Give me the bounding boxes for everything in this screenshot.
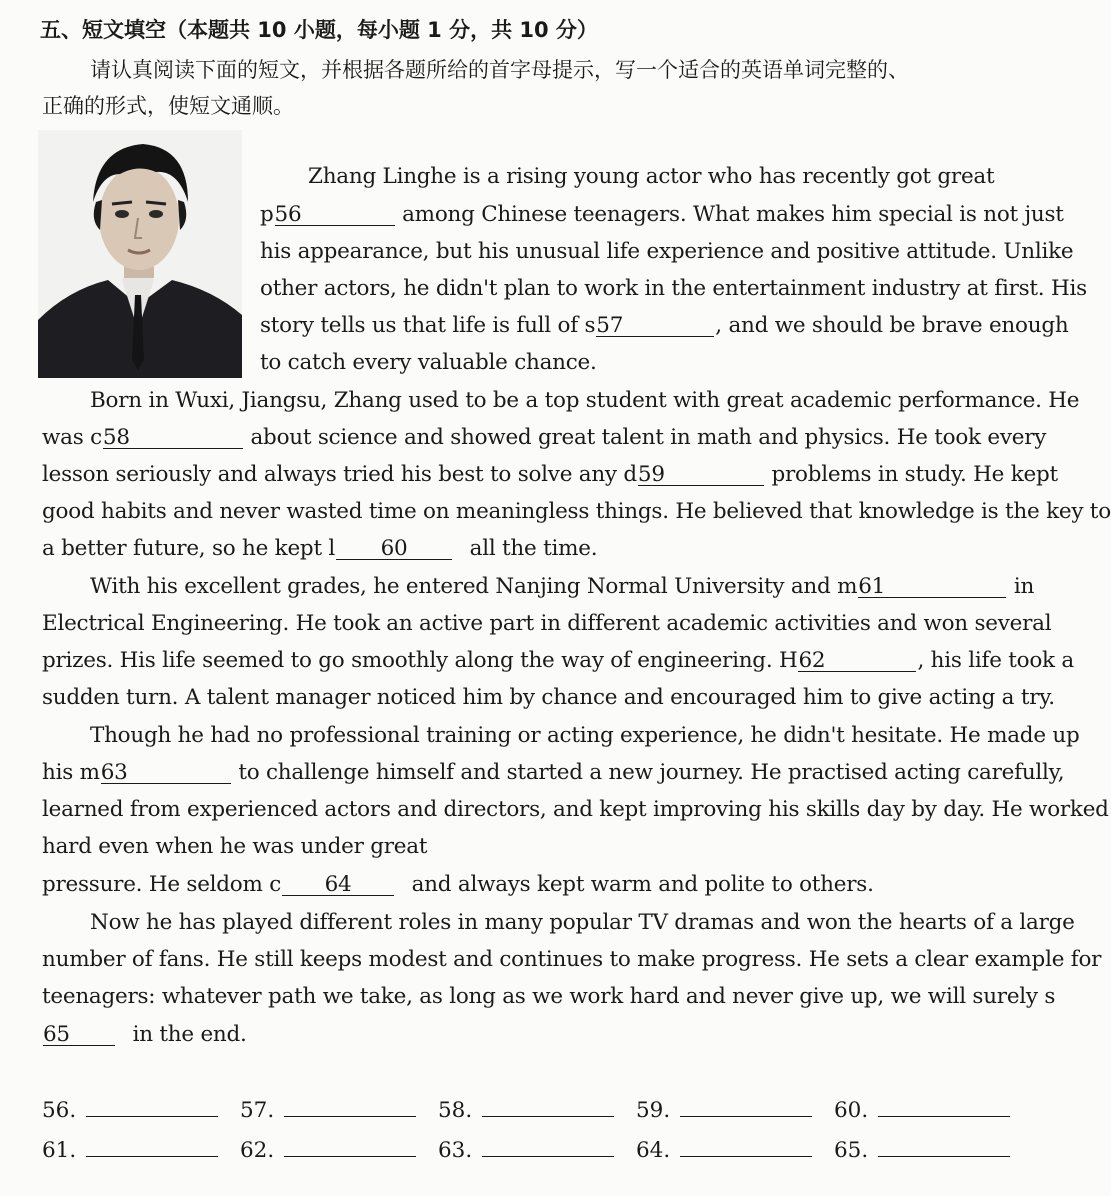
p4-line-3: learned from experienced actors and directors, and kept improving his skills day by day. He worked	[42, 797, 1109, 822]
p4-line-4: hard even when he was under great	[42, 834, 428, 859]
p5-line-1: Now he has played different roles in many popular TV dramas and won the hearts of a large	[90, 910, 1075, 935]
answer-slot[interactable]: 63.	[438, 1138, 614, 1163]
p3-line-3: prizes. His life seemed to go smoothly along the way of engineering. H62 , his life took a	[42, 648, 1074, 673]
answer-slot[interactable]: 62.	[240, 1138, 416, 1163]
blank-57[interactable]: 57	[596, 315, 714, 337]
blank-60[interactable]: 60	[336, 538, 452, 560]
answer-slot[interactable]: 57.	[240, 1098, 416, 1123]
answer-slot[interactable]: 64.	[636, 1138, 812, 1163]
p1-line-1: Zhang Linghe is a rising young actor who has recently got great	[308, 164, 995, 189]
p2-line-5: a better future, so he kept l 60 all the time.	[42, 536, 598, 561]
section-title: 五、短文填空（本题共 10 小题，每小题 1 分，共 10 分）	[40, 18, 598, 42]
p1-line-6: to catch every valuable chance.	[260, 350, 597, 375]
p3-line-1: With his excellent grades, he entered Nanjing Normal University and m61 in	[90, 574, 1035, 599]
p2-line-2: was c58 about science and showed great talent in math and physics. He took every	[42, 425, 1047, 450]
p5-line-2: number of fans. He still keeps modest and continues to make progress. He sets a clear example for	[42, 947, 1102, 972]
p2-line-1: Born in Wuxi, Jiangsu, Zhang used to be a top student with great academic performance. He	[90, 388, 1080, 413]
blank-65[interactable]: 65	[43, 1024, 115, 1046]
blank-64[interactable]: 64	[282, 874, 394, 896]
p2-line-4: good habits and never wasted time on meaningless things. He believed that knowledge is the key to	[42, 499, 1111, 524]
p4-line-2: his m63 to challenge himself and started a new journey. He practised acting carefully,	[42, 760, 1065, 785]
answer-slot[interactable]: 56.	[42, 1098, 218, 1123]
p4-line-5: pressure. He seldom c 64 and always kept warm and polite to others.	[42, 872, 874, 897]
answer-slot[interactable]: 65.	[834, 1138, 1010, 1163]
blank-58[interactable]: 58	[103, 427, 243, 449]
p3-line-2: Electrical Engineering. He took an active part in different academic activities and won several	[42, 611, 1052, 636]
p1-line-5: story tells us that life is full of s57 , and we should be brave enough	[260, 313, 1069, 338]
answer-slot[interactable]: 59.	[636, 1098, 812, 1123]
instructions-line-2: 正确的形式，使短文通顺。	[42, 94, 294, 118]
p5-line-3: teenagers: whatever path we take, as long as we work hard and never give up, we will surely s	[42, 984, 1056, 1009]
p4-line-1: Though he had no professional training or acting experience, he didn't hesitate. He made up	[90, 723, 1080, 748]
p3-line-4: sudden turn. A talent manager noticed him by chance and encouraged him to give acting a try.	[42, 685, 1055, 710]
p1-line-2: p56 among Chinese teenagers. What makes him special is not just	[260, 202, 1064, 227]
p2-line-3: lesson seriously and always tried his best to solve any d59 problems in study. He kept	[42, 462, 1058, 487]
answer-slot[interactable]: 58.	[438, 1098, 614, 1123]
blank-59[interactable]: 59	[638, 464, 764, 486]
actor-portrait	[38, 130, 242, 378]
instructions-line-1: 请认真阅读下面的短文，并根据各题所给的首字母提示，写一个适合的英语单词完整的、	[90, 58, 909, 82]
answer-slot[interactable]: 61.	[42, 1138, 218, 1163]
blank-56[interactable]: 56	[275, 204, 395, 226]
p1-line-3: his appearance, but his unusual life experience and positive attitude. Unlike	[260, 239, 1074, 264]
answer-slot[interactable]: 60.	[834, 1098, 1010, 1123]
blank-62[interactable]: 62	[798, 650, 916, 672]
blank-63[interactable]: 63	[101, 762, 231, 784]
blank-61[interactable]: 61	[858, 576, 1006, 598]
p5-line-4: 65 in the end.	[43, 1022, 247, 1047]
p1-line-4: other actors, he didn't plan to work in the entertainment industry at first. His	[260, 276, 1087, 301]
